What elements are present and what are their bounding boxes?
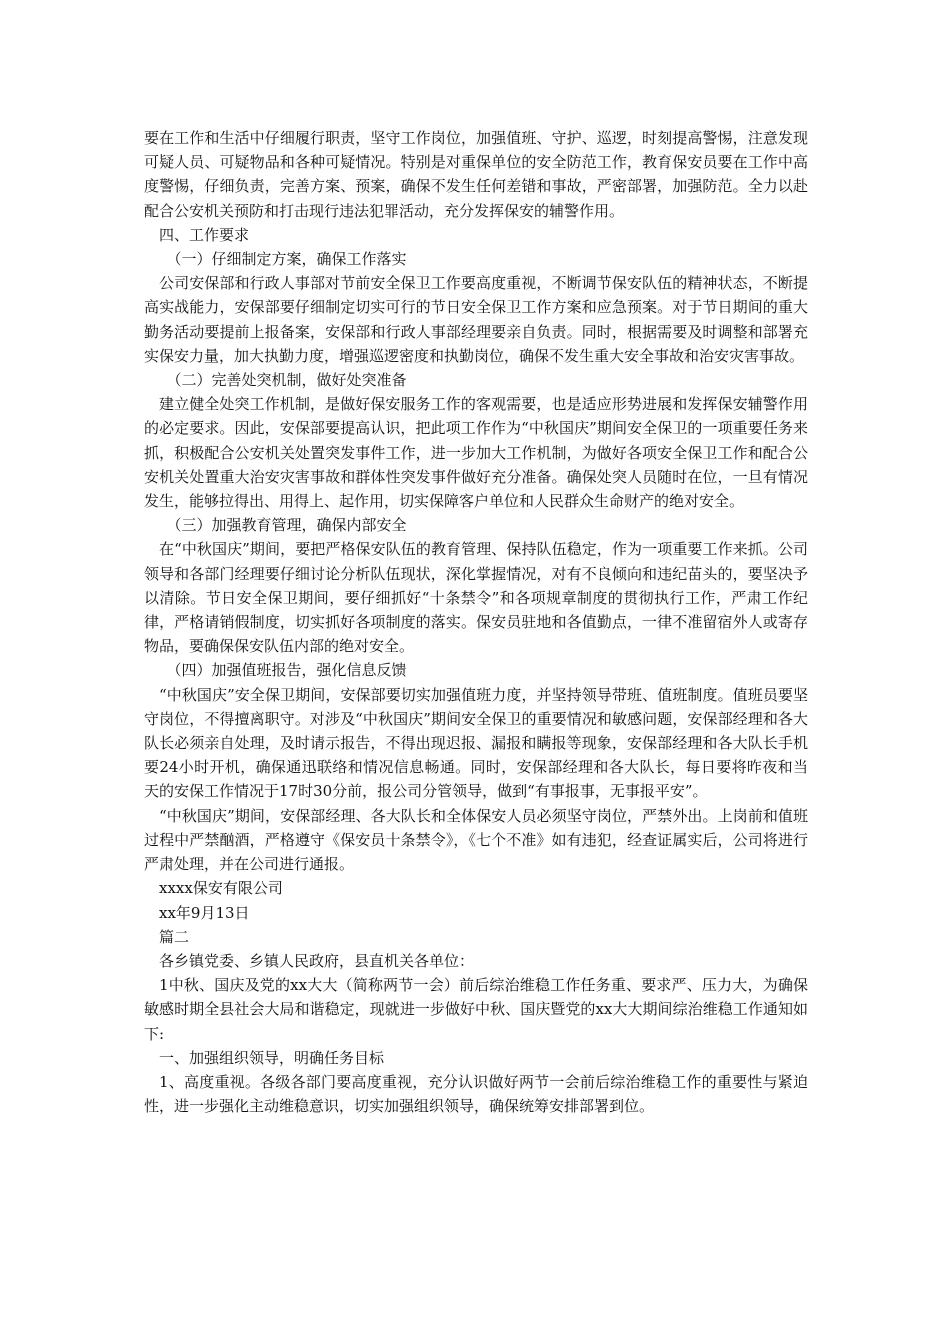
paragraph-education: 在“中秋国庆”期间，要把严格保安队伍的教育管理、保持队伍稳定，作为一项重要工作来抓。公司领导和各部门经理要仔细讨论分析队伍现状，深化掌握情况，对有不良倾向和违纪苗头的，要坚决予以清除。节日安全保卫期间，要仔细抓好“十条禁令”和各项规章制度的贯彻执行工作，严肃工作纪律，严格请销假制度，切实抓好各项制度的落实。保安员驻地和各值勤点，一律不准留宿外人或寄存物品，要确保保安队伍内部的绝对安全。 xyxy=(144,540,808,656)
section-title-part-two: 篇二 xyxy=(159,927,190,946)
subheading-duty-report: （四）加强值班报告，强化信息反馈 xyxy=(166,661,407,680)
paragraph-discipline: “中秋国庆”期间，安保部经理、各大队长和全体保安人员必须坚守岗位，严禁外出。上岗前和值班过程中严禁酗酒，严格遵守《保安员十条禁令》，《七个不准》如有违犯，经查证属实后，公司将进行严肃处理，并在公司进行通报。 xyxy=(144,806,808,874)
paragraph-duties: 要在工作和生活中仔细履行职责，坚守工作岗位，加强值班、守护、巡逻，时刻提高警惕，注意发现可疑人员、可疑物品和各种可疑情况。特别是对重保单位的安全防范工作，教育保安员要在工作中高度警惕，仔细负责，完善方案、预案，确保不发生任何差错和事故，严密部署，加强防范。全力以赴配合公安机关预防和打击现行违法犯罪活动，充分发挥保安的辅警作用。 xyxy=(144,129,808,220)
subheading-education: （三）加强教育管理，确保内部安全 xyxy=(166,516,407,535)
paragraph-duty-report: “中秋国庆”安全保卫期间，安保部要切实加强值班力度，并坚持领导带班、值班制度。值班员要坚守岗位，不得擅离职守。对涉及“中秋国庆”期间安全保卫的重要情况和敏感问题，安保部经理和各大队长必须亲自处理，及时请示报告，不得出现迟报、漏报和瞒报等现象，安保部经理和各大队长手机要24小时开机，确保通迅联络和情况信息畅通。同时，安保部经理和各大队长，每日要将昨夜和当天的安保工作情况于17时30分前，报公司分管领导，做到“有事报事，无事报平安”。 xyxy=(144,685,808,801)
heading-organization: 一、加强组织领导，明确任务目标 xyxy=(159,1048,385,1067)
signature-date: xx年9月13日 xyxy=(159,903,250,922)
paragraph-plan: 公司安保部和行政人事部对节前安全保卫工作要高度重视，不断调节保安队伍的精神状态，不断提高实战能力，安保部要仔细制定切实可行的节日安全保卫工作方案和应急预案。对于节日期间的重大勤务活动要提前上报备案，安保部和行政人事部经理要亲自负责。同时，根据需要及时调整和部署充实保安力量，加大执勤力度，增强巡逻密度和执勤岗位，确保不发生重大安全事故和治安灾害事故。 xyxy=(144,274,808,365)
salutation: 各乡镇党委、乡镇人民政府，县直机关各单位： xyxy=(159,951,475,970)
subheading-emergency: （二）完善处突机制，做好处突准备 xyxy=(166,371,407,390)
paragraph-emergency: 建立健全处突工作机制，是做好保安服务工作的客观需要，也是适应形势进展和发挥保安辅警作用的必定要求。因此，安保部要提高认识，把此项工作作为“中秋国庆”期间安全保卫的一项重要任务来抓，积极配合公安机关处置突发事件工作，进一步加大工作机制，为做好各项安全保卫工作和配合公安机关处置重大治安灾害事故和群体性突发事件做好充分准备。确保处突人员随时在位，一旦有情况发生，能够拉得出、用得上、起作用，切实保障客户单位和人民群众生命财产的绝对安全。 xyxy=(144,395,808,511)
heading-work-requirements: 四、工作要求 xyxy=(159,225,250,244)
paragraph-attention: 1、高度重视。各级各部门要高度重视，充分认识做好两节一会前后综治维稳工作的重要性与紧迫性，进一步强化主动维稳意识，切实加强组织领导，确保统筹安排部署到位。 xyxy=(144,1072,808,1116)
document-page xyxy=(144,126,808,1118)
paragraph-intro: 1中秋、国庆及党的xx大大（简称两节一会）前后综治维稳工作任务重、要求严、压力大，为确保敏感时期全县社会大局和谐稳定，现就进一步做好中秋、国庆暨党的xx大大期间综治维稳工作通知如下: xyxy=(144,976,808,1043)
subheading-plan: （一）仔细制定方案，确保工作落实 xyxy=(166,250,407,269)
signature-company: xxxx保安有限公司 xyxy=(159,879,283,898)
